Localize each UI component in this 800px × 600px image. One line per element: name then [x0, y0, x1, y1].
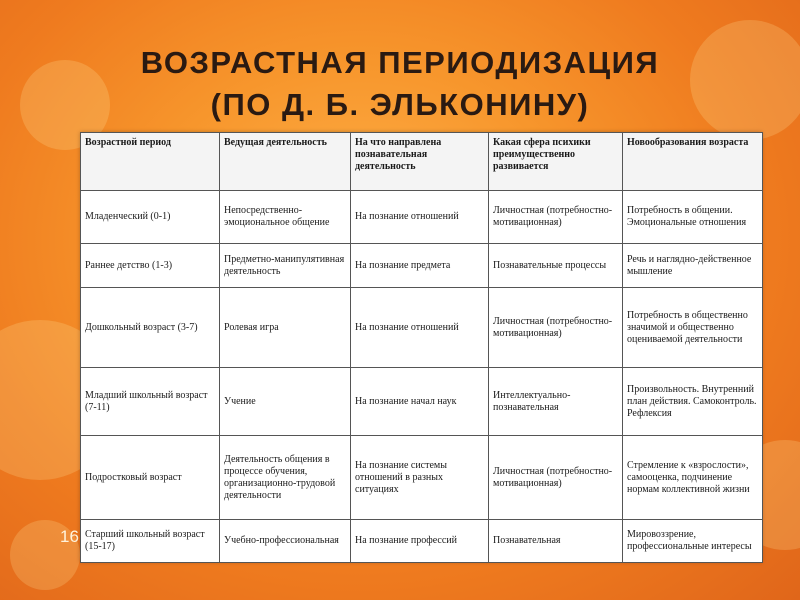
- cell-psyche-sphere: Личностная (потребностно-мотивационная): [489, 191, 623, 244]
- periodization-table-container: [80, 132, 762, 562]
- cell-cognitive-direction: На познание отношений: [351, 288, 489, 368]
- cell-leading-activity: Учение: [220, 368, 351, 436]
- cell-cognitive-direction: На познание системы отношений в разных ситуациях: [351, 436, 489, 520]
- cell-age-period: Старший школьный возраст (15-17): [81, 520, 220, 563]
- cell-age-period: Младенческий (0-1): [81, 191, 220, 244]
- cell-neoformations: Стремление к «взрослости», самооценка, подчинение нормам коллективной жизни: [623, 436, 763, 520]
- header-neoformations: Новообразования возраста: [623, 133, 763, 191]
- cell-age-period: Дошкольный возраст (3-7): [81, 288, 220, 368]
- cell-age-period: Раннее детство (1-3): [81, 244, 220, 288]
- cell-leading-activity: Учебно-профессиональная: [220, 520, 351, 563]
- cell-psyche-sphere: Познавательные процессы: [489, 244, 623, 288]
- table-row: [81, 191, 763, 244]
- cell-neoformations: Потребность в общественно значимой и общественно оцениваемой деятельности: [623, 288, 763, 368]
- cell-leading-activity: Предметно-манипулятивная деятельность: [220, 244, 351, 288]
- cell-leading-activity: Деятельность общения в процессе обучения, организационно-трудовой деятельности: [220, 436, 351, 520]
- slide-subtitle: (ПО Д. Б. ЭЛЬКОНИНУ): [210, 87, 590, 122]
- header-leading-activity: Ведущая деятельность: [220, 133, 351, 191]
- table-header-row: [81, 133, 763, 191]
- cell-leading-activity: Непосредственно-эмоциональное общение: [220, 191, 351, 244]
- cell-psyche-sphere: Личностная (потребностно-мотивационная): [489, 288, 623, 368]
- cell-age-period: Подростковый возраст: [81, 436, 220, 520]
- cell-leading-activity: Ролевая игра: [220, 288, 351, 368]
- slide-number: 16: [60, 527, 79, 546]
- cell-age-period: Младший школьный возраст (7-11): [81, 368, 220, 436]
- table-row: [81, 436, 763, 520]
- cell-psyche-sphere: Интеллектуально-познавательная: [489, 368, 623, 436]
- periodization-table: [80, 132, 763, 563]
- cell-neoformations: Потребность в общении. Эмоциональные отношения: [623, 191, 763, 244]
- cell-neoformations: Мировоззрение, профессиональные интересы: [623, 520, 763, 563]
- cell-cognitive-direction: На познание отношений: [351, 191, 489, 244]
- header-psyche-sphere: Какая сфера психики преимущественно развивается: [489, 133, 623, 191]
- cell-neoformations: Произвольность. Внутренний план действия. Самоконтроль. Рефлексия: [623, 368, 763, 436]
- cell-psyche-sphere: Личностная (потребностно-мотивационная): [489, 436, 623, 520]
- slide-title: ВОЗРАСТНАЯ ПЕРИОДИЗАЦИЯ: [140, 45, 660, 80]
- cell-psyche-sphere: Познавательная: [489, 520, 623, 563]
- cell-cognitive-direction: На познание профессий: [351, 520, 489, 563]
- cell-cognitive-direction: На познание предмета: [351, 244, 489, 288]
- header-cognitive-direction: На что направлена познавательная деятельность: [351, 133, 489, 191]
- table-row: [81, 368, 763, 436]
- table-row: [81, 244, 763, 288]
- cell-cognitive-direction: На познание начал наук: [351, 368, 489, 436]
- table-row: [81, 288, 763, 368]
- table-row: [81, 520, 763, 563]
- cell-neoformations: Речь и наглядно-действенное мышление: [623, 244, 763, 288]
- header-age-period: Возрастной период: [81, 133, 220, 191]
